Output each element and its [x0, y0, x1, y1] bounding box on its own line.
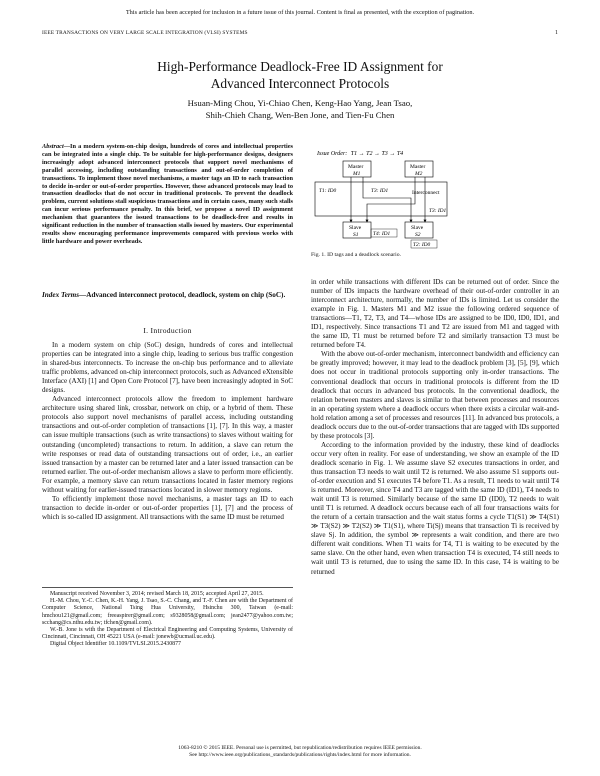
abstract-text: In a modern system-on-chip design, hundreds of cores and intellectual properties can be integrated into a single chip. To be suitable for high-performance designs, designers increasingly adopt advanced interconnect protocols that support novel mechanisms of parallel accessing, including outstanding transactions and out-of-order completion of transactions. To implement those novel mechanisms, a master tags an ID to each transaction to decide in-order or out-of-order properties. However, these advanced protocols may lead to transaction deadlocks that do not occur in traditional protocols. To prevent the deadlock problem, current solutions stall suspicious transactions and in certain cases, many such stalls can incur serious performance penalty. In this brief, we propose a novel ID assignment mechanism that guarantees the issued transactions to be deadlock-free and results in significant reduction in the number of transaction stalls issued by masters. Our experimental results show encouraging performance improvements compared with previous works with little hardware and power overheads. — [42, 143, 293, 245]
authors-line-1: Hsuan-Ming Chou, Yi-Chiao Chen, Keng-Hao Yang, Jean Tsao, — [187, 98, 413, 108]
arrow-m2-s1 — [367, 177, 415, 222]
deadlock-diagram — [311, 148, 451, 258]
issue-order-text: Issue Order: T1 → T2 → T3 → T4 — [317, 151, 404, 157]
master-m1-id: M1 — [353, 171, 361, 177]
master-m2-id: M2 — [415, 171, 423, 177]
paragraph: in order while transactions with different IDs can be returned out of order. Since the number of IDs impacts the hardware overhead of their out-of-order controller in an interconnect architecture, normally, the number of IDs is limited. Let us consider the example in Fig. 1. Masters M1 and M2 issue the following ordered sequence of transactions—T1, T2, T3, and T4—whose IDs are assigned to be ID0, ID0, ID1, and ID1, respectively. Since transactions T1 and T2 are issued from M1 and tagged with the same ID, T1 must be returned before T2 and similarly transaction T3 must be returned before T4. — [311, 278, 559, 350]
paragraph: To efficiently implement those novel mechanisms, a master tags an ID to each transaction to decide in-order or out-of-order properties [1], [7] and the process of which is so-called ID assignment. All transactions with the same ID must be returned — [42, 494, 293, 521]
paper-title — [40, 58, 560, 92]
abstract-lead: Abstract — [42, 143, 64, 150]
acceptance-note: This article has been accepted for inclusion in a future issue of this journal. Content is final as presented, with the exception of pagination. — [125, 9, 475, 16]
abstract: Abstract—In a modern system-on-chip design, hundreds of cores and intellectual properties can be integrated into a single chip. To be suitable for high-performance designs, designers increasingly adopt advanced interconnect protocols that support novel mechanisms of parallel accessing, including outstanding transactions and out-of-order completion of transactions. To implement those novel mechanisms, a master tags an ID to each transaction to decide in-order or out-of-order properties. However, these advanced protocols may lead to transaction deadlocks that do not occur in traditional protocols. To prevent the deadlock problem, current solutions stall suspicious transactions and in certain cases, many such stalls can incur serious performance penalty. In this brief, we propose a novel ID assignment mechanism that guarantees the issued transactions to be deadlock-free and results in significant reduction in the number of transaction stalls issued by masters. Our experimental results show encouraging performance improvements compared with previous works with little hardware and power overheads. — [42, 143, 293, 245]
slave-s1-id: S1 — [353, 232, 359, 238]
figure-caption: Fig. 1. ID tags and a deadlock scenario. — [311, 252, 402, 258]
slave-s2-title: Slave — [411, 225, 424, 231]
tag-t1: T1: ID0 — [319, 188, 337, 194]
footnote-affiliation-2: W.-B. Jone is with the Department of Electrical Engineering and Computing Systems, University of Cincinnati, Cincinnati, OH 45221 USA (e-mail: jonewb@ucmail.uc.edu). — [42, 627, 293, 641]
index-terms: Index Terms—Advanced interconnect protocol, deadlock, system on chip (SoC). — [42, 291, 286, 299]
index-terms-text: Advanced interconnect protocol, deadlock, system on chip (SoC). — [86, 291, 286, 299]
right-column-body — [311, 278, 559, 577]
paragraph: According to the information provided by the industry, these kind of deadlocks occur very often in reality. For ease of understanding, we show an example of the ID deadlock scenario in Fig. 1. We assume slave S2 executes transactions in order, and thus transaction T3 needs to wait until T2 is returned. We also assume S1 supports out-of-order execution and S1 executes T4 before T1. As a result, T1 needs to wait until T4 is returned. Moreover, since T4 and T3 are tagged with the same ID (ID1), T4 needs to wait until T3 is returned. Similarly because of the same ID (ID0), T2 needs to wait until T1 is returned. A deadlock occurs because each of all four transactions waits for the return of a certain transaction and the wait status forms a cycle T1(S1) ≫ T4(S1) ≫ T3(S2) ≫ T2(S2) ≫ T1(S1), where Ti(Sj) means that transaction Ti is received by slave Sj. In addition, the symbol ≫ represents a wait condition, and there are two different wait conditions. When T1 waits for T4, T1 is waiting to be executed by the same slave. On the other hand, even when transaction T4 is executed, T4 still needs to wait until T3 is returned, due to using the same ID. In this case, T4 is waiting to be returned — [311, 440, 559, 576]
tag-t3: T3: ID1 — [371, 188, 389, 194]
interconnect-label: Interconnect — [412, 190, 440, 196]
footnote-received: Manuscript received November 3, 2014; revised March 18, 2015; accepted April 27, 2015. — [50, 591, 264, 597]
footnote-doi: Digital Object Identifier 10.1109/TVLSI.2015.2430877 — [50, 641, 181, 648]
paragraph: In a modern system on chip (SoC) design, hundreds of cores and intellectual properties can be integrated into a single chip, leading to serious bus traffic congestion in shared-bus interconnects. To increase the on-chip bus performance and to alleviate traffic problems, advanced on-chip interconnect protocols, such as Advanced eXtensible Interface (AXI) [1] and Open Core Protocol [7], have been increasingly adopted in SoC designs. — [42, 341, 293, 395]
index-terms-lead: Index Terms — [42, 291, 80, 299]
title-line-1: High-Performance Deadlock-Free ID Assignment for — [157, 59, 443, 74]
author-list — [40, 97, 560, 121]
slave-s2-id: S2 — [415, 232, 421, 238]
copyright-line-2: See http://www.ieee.org/publications_standards/publications/rights/index.html for more information. — [189, 752, 411, 758]
paragraph: With the above out-of-order mechanism, interconnect bandwidth and efficiency can be greatly improved; however, it may lead to the deadlock problem [3], [5], [9], which does not occur in traditional protocols supporting only in-order transactions. The conventional deadlock that occurs in traditional protocols is different from the ID deadlock that occurs in advanced bus protocols. In the conventional deadlock, the relation between masters and slaves is similar to that between processes and resources in an operating system where a deadlock occurs when there exists a circular wait-and-hold relation among a set of processes and resources [11]. In advanced bus protocols, a deadlock occurs due to the out-of-order transactions that are tagged with IDs supported by these protocols [3]. — [311, 350, 559, 440]
section-heading: I. Introduction — [143, 326, 192, 335]
tag-t2: T2: ID0 — [413, 242, 431, 248]
arrow-m1-s2 — [363, 177, 411, 222]
slave-s1-title: Slave — [349, 225, 362, 231]
authors-line-2: Shih-Chieh Chang, Wen-Ben Jone, and Tien-Fu Chen — [205, 110, 395, 120]
running-head: IEEE TRANSACTIONS ON VERY LARGE SCALE INTEGRATION (VLSI) SYSTEMS — [42, 30, 248, 36]
paragraph: Advanced interconnect protocols allow the freedom to implement hardware architecture using shared link, crossbar, network on chip, or a hybrid of them. These protocols also support novel mechanisms of parallel access, including outstanding transactions and out-of-order completion of transactions [1], [7]. In this way, a master can issue multiple transactions (such as write transactions) to slaves without waiting for outstanding (uncompleted) transactions to return. In addition, a slave can return the write responses or read data of outstanding transactions out of order, i.e., an earlier issued transaction by a master can be returned later and a later issued transaction can be returned earlier. The out-of-order mechanism allows a slave to perform more efficiently. For example, a memory slave can return transactions located in faster memory regions without waiting for earlier-issued transactions located in slower memory regions. — [42, 395, 293, 494]
master-m1-title: Master — [348, 164, 364, 170]
figure-1 — [311, 148, 451, 258]
title-line-2: Advanced Interconnect Protocols — [210, 76, 390, 91]
copyright-footer — [0, 745, 600, 759]
introduction-body — [42, 341, 293, 522]
tag-t4: T4: ID1 — [373, 231, 391, 237]
master-m2-title: Master — [410, 164, 426, 170]
footnote-affiliation-1: H.-M. Chou, Y.-C. Chen, K.-H. Yang, J. Tsao, S.-C. Chang, and T.-F. Chen are with the Department of Computer Science, National Tsing Hua University, Hsinchu 300, Taiwan (e-mail: hmchou121@gmail.com; freeaspirer@gmail.com; s9328058@gmail.com; jean2477@yahoo.com.tw; scchang@cs.nthu.edu.tw; tfchen@gmail.com). — [42, 598, 293, 626]
copyright-line-1: 1063-8210 © 2015 IEEE. Personal use is permitted, but republication/redistribution requires IEEE permission. — [178, 745, 422, 751]
tag-t3-ids: T3: ID1 — [429, 208, 447, 214]
footnotes — [42, 587, 293, 649]
page-number: 1 — [555, 30, 558, 36]
